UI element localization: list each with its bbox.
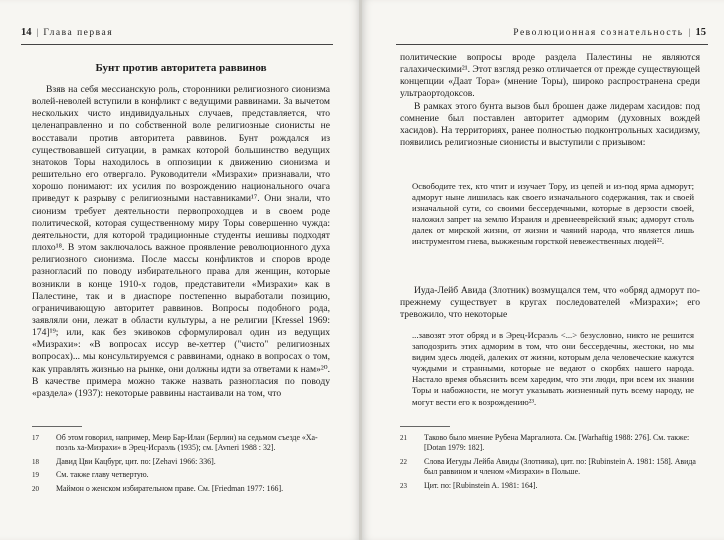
footnote: 18 Давид Цви Кацбург, цит. по: [Zehavi 1966: 336]. bbox=[32, 456, 216, 466]
footnote: 21 Таково было мнение Рубена Маргалиота. См. [Warhaftig 1988: 276]. См. также: [Dotan 1979: 182]. bbox=[400, 433, 690, 453]
left-chapter-title: Глава первая bbox=[43, 28, 114, 38]
right-body-text-top bbox=[400, 52, 700, 149]
section-heading: Бунт против авторитета раввинов bbox=[95, 62, 267, 74]
left-running-head: 14 | Глава первая bbox=[21, 27, 114, 38]
left-footnotes bbox=[32, 433, 332, 497]
left-page bbox=[0, 0, 360, 540]
footnote: 23 Цит. по: [Rubinstein A. 1981: 164]. bbox=[400, 480, 538, 490]
right-body-text-middle bbox=[400, 285, 700, 321]
right-running-head: Революционная сознательность | 15 bbox=[513, 27, 706, 38]
right-paragraph-3: Иуда-Лейб Авида (Злотник) возмущался тем, что «обряд адморут по-прежнему существует в кругах последователей «Мизрахи»; его тревожило, что некоторые bbox=[400, 285, 700, 321]
footnote: 17 Об этом говорил, например, Меир Бар-Илан (Берлин) на седьмом съезде «Ха-поэль ха-Мизрахи» в Эрец-Исраэль (1935); см. [Avneri 1988 : 32]. bbox=[32, 433, 318, 453]
footnote: 19 См. также главу четвертую. bbox=[32, 470, 149, 480]
right-header-rule bbox=[396, 44, 708, 45]
left-header-rule bbox=[21, 44, 333, 45]
left-footnote-rule bbox=[32, 426, 82, 427]
right-page bbox=[362, 0, 724, 540]
right-paragraph-2: В рамках этого бунта вызов был брошен даже лидерам хасидов: под сомнение был поставлен авторитет адморим (духовных вождей хасидов). На территориях, ранее полностью подконтрольных хасидизму, появились религиозные сионисты и выступили с призывом: bbox=[400, 100, 700, 149]
right-chapter-title: Революционная сознательность bbox=[513, 28, 684, 38]
right-footnotes bbox=[400, 433, 700, 494]
right-page-number: 15 bbox=[695, 27, 706, 38]
left-page-number: 14 bbox=[21, 27, 32, 38]
footnote: 22 Слова Иегуды Лейба Авиды (Злотника), цит. по: [Rubinstein A. 1981: 158]. Авида был раввином и членом «Мизрахи» в Польше. bbox=[400, 456, 696, 477]
block-quote-1: Освободите тех, кто чтит и изучает Тору, из цепей и из-под ярма адморут; адморут ныне лишилась как своего изначального содержания, так и своей изначальной сути, со своими бессердечными, которые в дерзости своей, наложил запрет на землю Израиля и древнееврейский язык; адморут столь далек от мирской жизни, от жизни и чаяний народа, что является лишь инструментом гнева, выжженым горсткой невежественных людей²². bbox=[412, 181, 694, 247]
left-body-text bbox=[32, 84, 330, 400]
right-footnote-rule bbox=[400, 426, 450, 427]
left-paragraph: Взяв на себя мессианскую роль, сторонники религиозного сионизма волей-неволей вступили в конфликт с ведущими раввинами. За вычетом нескольких чисто индивидуальных случаев, представляется, что целенаправленно и по собственной воле религиозные сионисты не восставали против авторитета раввинов. Бунт рождался из существовавшей ситуации, в рамках которой большинство ведущих знатоков Торы находилось в оппозиции к движению сионизма и решительно его отвергало. Руководители «Мизрахи» признавали, что хорошо понимают: их усилия по возрождению национального очага приведут к разрыву с религиозными наставниками¹⁷. Они знали, что сионизм требует деятельности первопроходцев и в своем роде политической, которая существенному миру Торы совершенно чужда: деятельности, для которой традиционные студенты иешивы подходят плохо¹⁸. В этом заключалось важное проявление революционного духа религиозного сионизма. После массы конфликтов и споров вроде разногласий по поводу избирательного права для женщин, которые возникли в конце 1910-х годов, представители «Мизрахи» как в Палестине, так и в диаспоре постепенно выработали позицию, ограничивающую авторитет раввинов. Вопросы подобного рода, заявляли они, лежат в области культуры, а не религии [Kressel 1969: 174]¹⁹; или, как без экивоков сформулировал один из ведущих «Мизрахи»: «В вопросах иссур ве-хеттер ("чисто" религиозных вопросах)... мы консультируемся с раввинами, однако в вопросах о том, как управлять жизнью на рынке, они должны идти за ответами к нам»²⁰. В качестве примера можно также назвать разногласия по поводу «раздела» (1937): некоторые раввины настаивали на том, что bbox=[32, 84, 330, 399]
footnote: 20 Маймон о женском избирательном праве. См. [Friedman 1977: 166]. bbox=[32, 483, 284, 493]
right-paragraph-1: политические вопросы вроде раздела Палестины не являются галахическими²¹. Этот взгляд резко отличается от прежде существующей концепции «Даат Тора» (мнение Торы), широко распространена среди ультраортодоксов. bbox=[400, 52, 700, 100]
block-quote-2: ...завозят этот обряд и в Эрец-Исраэль <...> безусловно, никто не решится заподозрить этих адморим в том, что они бессердечны, жестоки, но мы видим здесь людей, далеких от жизни, которым дела человеческие кажутся чуждыми и странными, которые не ведают о скорбях нашего народа. Настало время объяснить всем харедим, что эти люди, при всем их знании Торы и набожности, не могут указывать жизненный путь всему народу, не могут вести его к возрождению²³. bbox=[412, 330, 694, 407]
